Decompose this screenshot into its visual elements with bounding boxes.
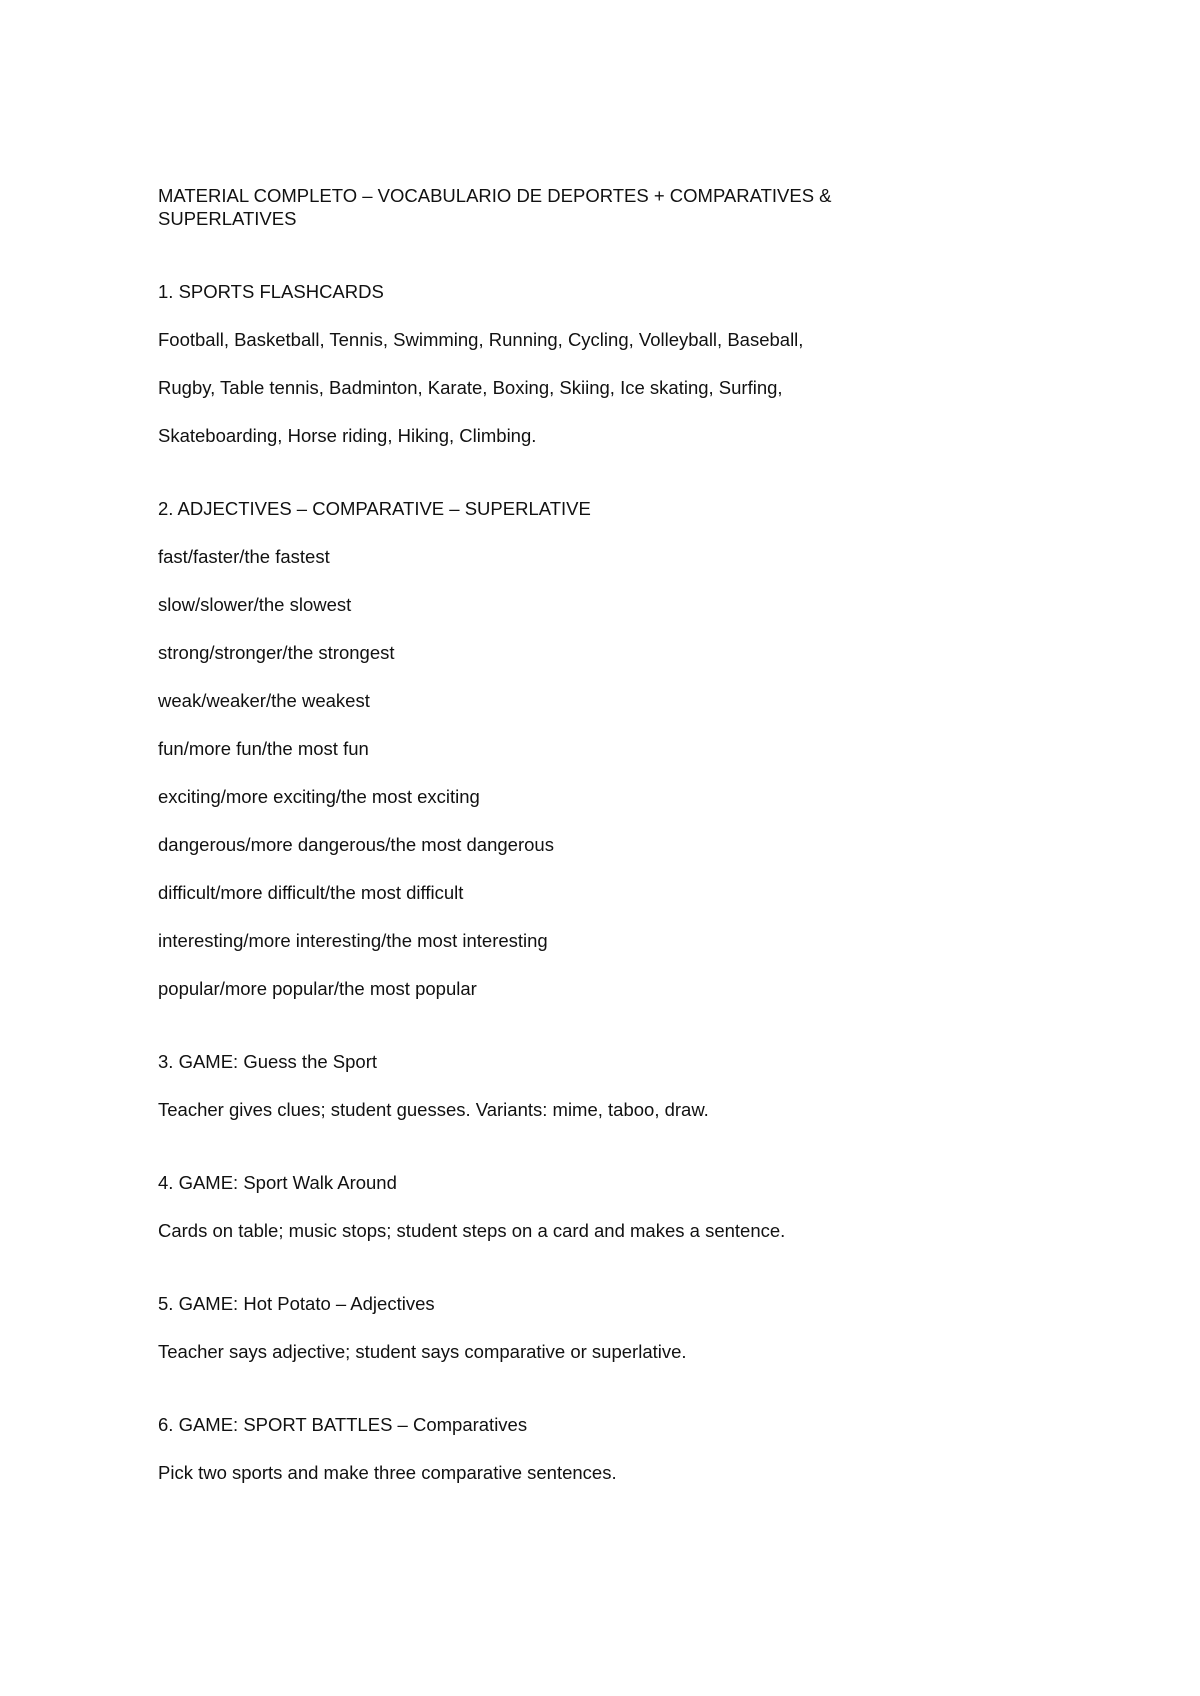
adjective-line: difficult/more difficult/the most difficult: [158, 882, 464, 903]
adjective-line: fun/more fun/the most fun: [158, 738, 369, 759]
adjective-line: interesting/more interesting/the most interesting: [158, 930, 548, 951]
document-body: [158, 184, 1038, 1484]
section-game-sport-battles: [158, 1413, 1038, 1484]
section-heading: 5. GAME: Hot Potato – Adjectives: [158, 1293, 435, 1314]
adjective-line: exciting/more exciting/the most exciting: [158, 786, 480, 807]
adjective-line: fast/faster/the fastest: [158, 546, 330, 567]
section-game-guess-the-sport: [158, 1050, 1038, 1121]
flashcards-line: Rugby, Table tennis, Badminton, Karate, Boxing, Skiing, Ice skating, Surfing,: [158, 377, 783, 398]
document-title-line-1: MATERIAL COMPLETO – VOCABULARIO DE DEPORTES + COMPARATIVES &: [158, 185, 832, 206]
section-heading: 1. SPORTS FLASHCARDS: [158, 281, 384, 302]
game-description: Teacher says adjective; student says comparative or superlative.: [158, 1341, 687, 1362]
game-description: Teacher gives clues; student guesses. Variants: mime, taboo, draw.: [158, 1099, 709, 1120]
flashcards-line: Skateboarding, Horse riding, Hiking, Climbing.: [158, 425, 537, 446]
game-description: Cards on table; music stops; student steps on a card and makes a sentence.: [158, 1220, 786, 1241]
game-description: Pick two sports and make three comparative sentences.: [158, 1462, 617, 1483]
section-game-hot-potato: [158, 1292, 1038, 1363]
section-heading: 4. GAME: Sport Walk Around: [158, 1172, 397, 1193]
section-heading: 3. GAME: Guess the Sport: [158, 1051, 378, 1072]
adjective-line: strong/stronger/the strongest: [158, 642, 395, 663]
section-adjectives: [158, 497, 1038, 1000]
section-game-sport-walk-around: [158, 1171, 1038, 1242]
section-heading: 2. ADJECTIVES – COMPARATIVE – SUPERLATIVE: [158, 498, 591, 519]
adjective-line: weak/weaker/the weakest: [158, 690, 370, 711]
adjective-line: popular/more popular/the most popular: [158, 978, 477, 999]
section-sports-flashcards: [158, 280, 1038, 447]
adjective-line: slow/slower/the slowest: [158, 594, 352, 615]
section-heading: 6. GAME: SPORT BATTLES – Comparatives: [158, 1414, 528, 1435]
flashcards-line: Football, Basketball, Tennis, Swimming, Running, Cycling, Volleyball, Baseball,: [158, 329, 804, 350]
document-title-line-2: SUPERLATIVES: [158, 208, 297, 229]
adjective-line: dangerous/more dangerous/the most dangerous: [158, 834, 554, 855]
